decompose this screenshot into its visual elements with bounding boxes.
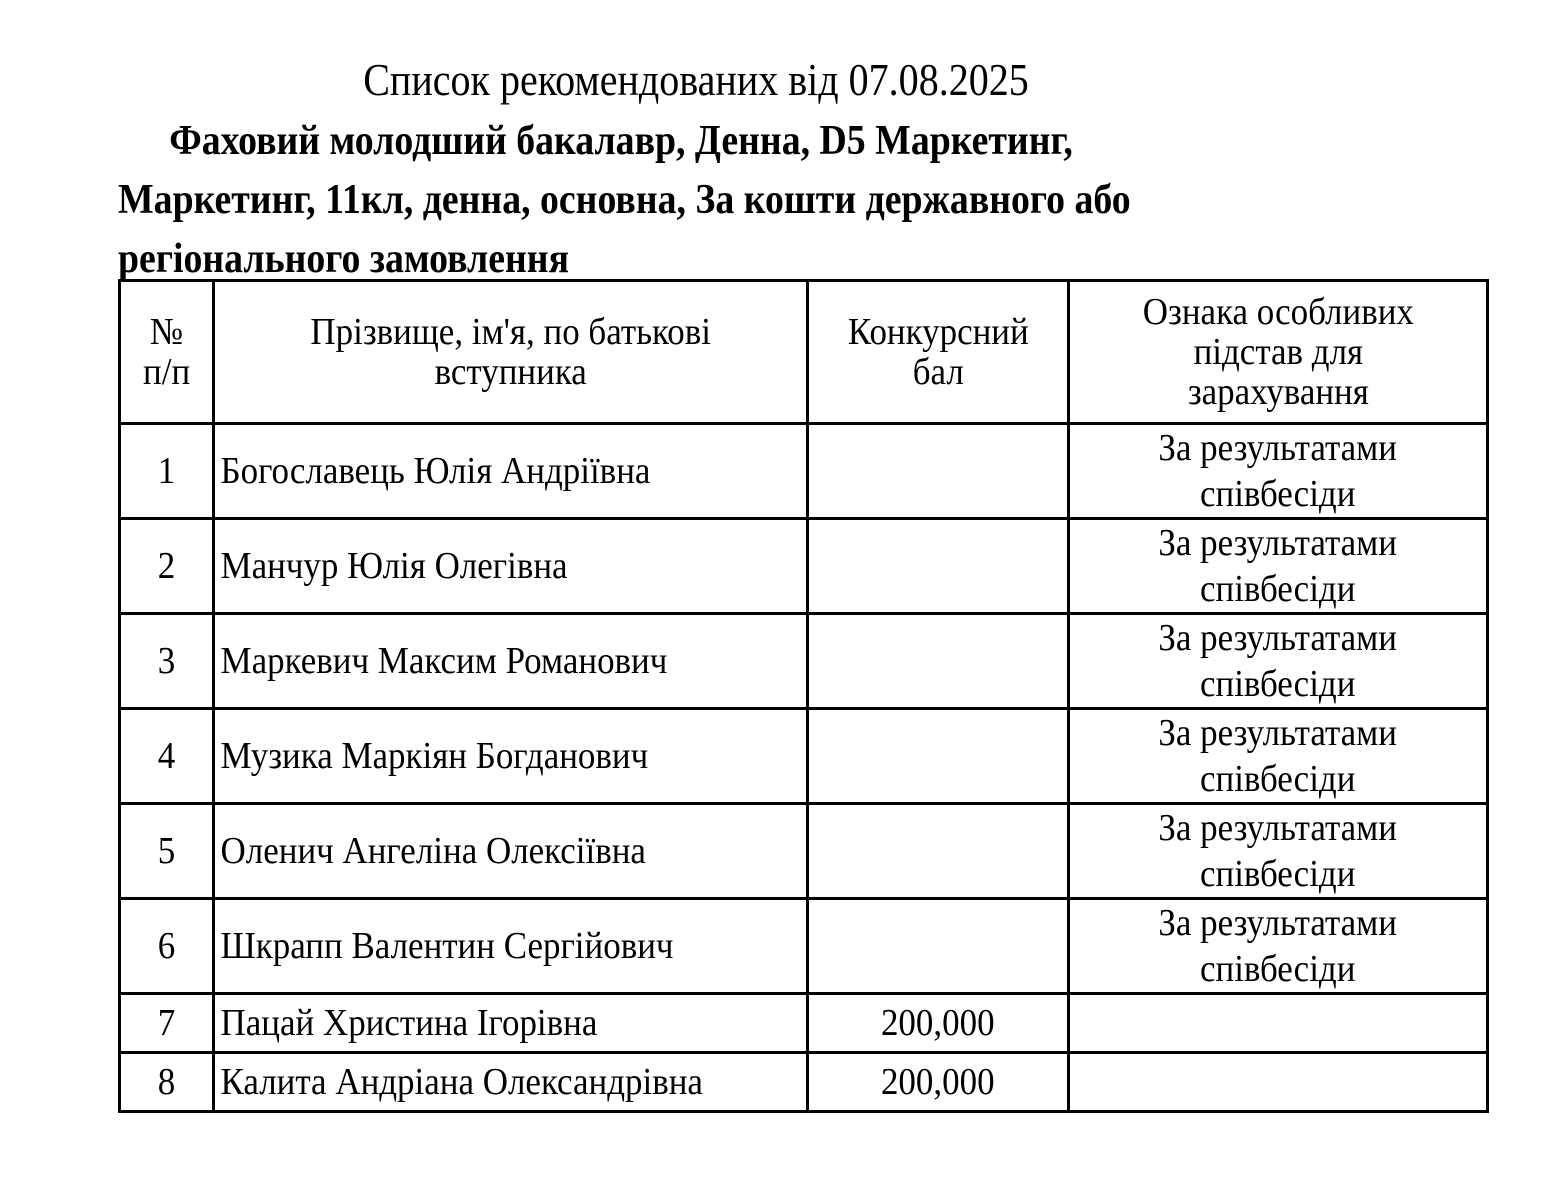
competitive-score [808, 804, 1069, 899]
row-number: 3 [120, 614, 214, 709]
header-num [120, 281, 214, 424]
table-row [120, 804, 1488, 899]
header-basis-line3: зарахування [1187, 371, 1369, 413]
header-num-line1: № [149, 311, 184, 353]
table-row [120, 614, 1488, 709]
header-name-line2: вступника [434, 351, 587, 393]
admission-basis [1069, 519, 1488, 614]
row-number: 5 [120, 804, 214, 899]
applicant-name: Музика Маркіян Богданович [214, 709, 808, 804]
row-number: 2 [120, 519, 214, 614]
header-basis-line1: Ознака особливих [1142, 291, 1414, 333]
admission-basis [1069, 804, 1488, 899]
basis-line2: співбесіди [1200, 758, 1356, 800]
title-line-1: Фаховий молодший бакалавр, Денна, D5 Маркетинг, [169, 118, 1073, 164]
admission-basis [1069, 709, 1488, 804]
row-number: 8 [120, 1053, 214, 1112]
table-row [120, 709, 1488, 804]
basis-line1: За результатами [1158, 807, 1398, 849]
page-title [118, 112, 1477, 289]
row-number: 4 [120, 709, 214, 804]
header-score-line1: Конкурсний [847, 311, 1029, 353]
competitive-score [808, 709, 1069, 804]
basis-line1: За результатами [1158, 712, 1398, 754]
competitive-score [808, 614, 1069, 709]
applicant-name: Маркевич Максим Романович [214, 614, 808, 709]
table-row [120, 899, 1488, 994]
competitive-score [808, 519, 1069, 614]
row-number: 6 [120, 899, 214, 994]
admission-basis [1069, 1053, 1488, 1112]
applicant-name: Манчур Юлія Олегівна [214, 519, 808, 614]
basis-line2: співбесіди [1200, 663, 1356, 705]
header-score-line2: бал [912, 351, 964, 393]
header-name-line1: Прізвище, ім'я, по батькові [310, 311, 711, 353]
applicant-name: Оленич Ангеліна Олексіївна [214, 804, 808, 899]
table-row [120, 1053, 1488, 1112]
admission-basis [1069, 994, 1488, 1053]
header-basis-line2: підстав для [1193, 331, 1363, 373]
table-row [120, 519, 1488, 614]
applicant-name: Богославець Юлія Андріївна [214, 424, 808, 519]
competitive-score [808, 424, 1069, 519]
date-line: Список рекомендованих від 07.08.2025 [363, 54, 1029, 105]
basis-line2: співбесіди [1200, 568, 1356, 610]
competitive-score: 200,000 [808, 1053, 1069, 1112]
admission-basis [1069, 424, 1488, 519]
table-header-row [120, 281, 1488, 424]
row-number: 1 [120, 424, 214, 519]
table-row [120, 424, 1488, 519]
header-name [214, 281, 808, 424]
applicant-name: Калита Андріана Олександрівна [214, 1053, 808, 1112]
basis-line1: За результатами [1158, 427, 1398, 469]
basis-line1: За результатами [1158, 902, 1398, 944]
applicant-name: Пацай Христина Ігорівна [214, 994, 808, 1053]
row-number: 7 [120, 994, 214, 1053]
basis-line1: За результатами [1158, 617, 1398, 659]
header-score [808, 281, 1069, 424]
basis-line2: співбесіди [1200, 948, 1356, 990]
admission-basis [1069, 614, 1488, 709]
title-line-3: регіонального замовлення [118, 236, 570, 282]
header-basis [1069, 281, 1488, 424]
basis-line2: співбесіди [1200, 473, 1356, 515]
competitive-score [808, 899, 1069, 994]
applicant-name: Шкрапп Валентин Сергійович [214, 899, 808, 994]
basis-line1: За результатами [1158, 522, 1398, 564]
basis-line2: співбесіди [1200, 853, 1356, 895]
applicants-table [118, 279, 1489, 1113]
admission-basis [1069, 899, 1488, 994]
competitive-score: 200,000 [808, 994, 1069, 1053]
title-line-2: Маркетинг, 11кл, денна, основна, За кошти державного або [118, 177, 1131, 223]
header-num-line2: п/п [142, 351, 191, 393]
table-row [120, 994, 1488, 1053]
